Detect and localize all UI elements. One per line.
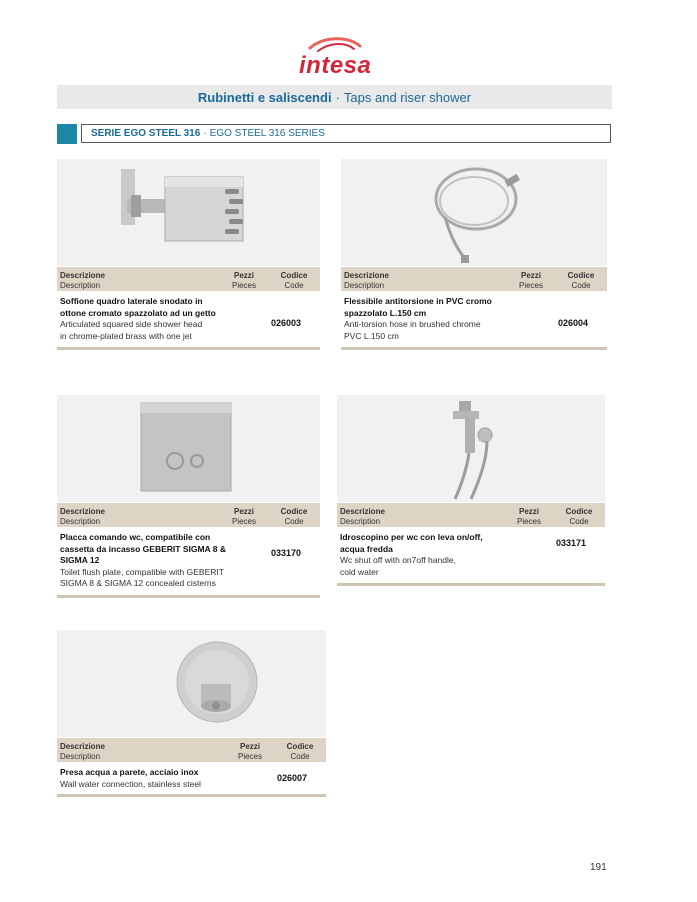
page-title-bar	[57, 85, 612, 109]
product-card	[57, 159, 320, 351]
product-card	[337, 395, 605, 587]
row-divider	[57, 595, 320, 598]
header-pieces-en: Pieces	[237, 752, 262, 761]
desc-it: Soffione quadro laterale snodato in	[60, 296, 203, 306]
desc-it: ottone cromato spazzolato ad un getto	[60, 307, 216, 318]
header-pieces-it: Pezzi	[520, 271, 541, 280]
desc-en: in chrome-plated brass with one jet	[60, 330, 192, 341]
header-code-it: Codice	[286, 742, 314, 751]
header-code-it: Codice	[280, 271, 308, 280]
bidet-shower-icon	[337, 395, 605, 502]
series-name-en: EGO STEEL 316 SERIES	[209, 128, 325, 139]
table-header	[57, 738, 326, 762]
table-header	[57, 267, 320, 291]
header-pieces-en: Pieces	[231, 517, 256, 526]
product-code: 033171	[555, 538, 587, 548]
header-pieces-en: Pieces	[231, 281, 256, 290]
header-code-en: Code	[284, 281, 304, 290]
product-image	[341, 159, 607, 266]
desc-it: Presa acqua a parete, acciaio inox	[60, 767, 199, 777]
product-card	[57, 395, 320, 600]
series-accent-square	[57, 124, 77, 144]
desc-it: spazzolato L.150 cm	[344, 307, 427, 318]
desc-en: PVC L.150 cm	[344, 330, 399, 341]
side-shower-head-icon	[57, 159, 320, 266]
desc-it: acqua fredda	[340, 543, 393, 554]
desc-it: SIGMA 12	[60, 555, 100, 565]
header-desc-it: Descrizione	[60, 507, 105, 516]
desc-en: Wc shut off with on7off handle,	[340, 555, 456, 565]
product-image	[337, 395, 605, 502]
header-pieces-it: Pezzi	[233, 507, 254, 516]
desc-it: Idroscopino per wc con leva on/off,	[340, 532, 483, 542]
desc-en: Toilet flush plate, compatible with GEBERIT	[60, 566, 224, 577]
row-divider	[337, 583, 605, 586]
product-image	[57, 630, 326, 737]
desc-en: Wall water connection, stainless steel	[60, 778, 201, 789]
desc-en: Anti-torsion hose in brushed chrome	[344, 319, 481, 329]
header-desc-en: Description	[340, 517, 381, 526]
header-desc-it: Descrizione	[340, 507, 385, 516]
header-desc-it: Descrizione	[344, 271, 389, 280]
flush-plate-icon	[57, 395, 320, 502]
desc-en: cold water	[340, 566, 379, 577]
header-desc-en: Description	[344, 281, 385, 290]
page-title-it: Rubinetti e saliscendi	[197, 89, 332, 105]
series-heading	[81, 124, 611, 143]
table-header	[57, 503, 320, 527]
header-desc-en: Description	[60, 752, 101, 761]
desc-it: Placca comando wc, compatibile con	[60, 532, 211, 542]
series-name-it: SERIE EGO STEEL 316	[91, 128, 201, 139]
header-desc-it: Descrizione	[60, 742, 105, 751]
header-code-it: Codice	[565, 507, 593, 516]
table-header	[341, 267, 607, 291]
product-code: 026007	[276, 773, 308, 783]
logo-text: intesa	[299, 52, 372, 79]
product-image	[57, 395, 320, 502]
row-divider	[341, 347, 607, 350]
logo-swoosh-icon	[296, 34, 376, 54]
product-card	[57, 630, 326, 800]
row-divider	[57, 794, 326, 797]
page-number: 191	[590, 862, 607, 873]
header-code-en: Code	[571, 281, 591, 290]
header-pieces-en: Pieces	[516, 517, 541, 526]
page-title-en: Taps and riser shower	[343, 89, 472, 105]
header-pieces-it: Pezzi	[239, 742, 260, 751]
header-desc-en: Description	[60, 281, 101, 290]
header-desc-en: Description	[60, 517, 101, 526]
page-title-separator: ·	[335, 89, 340, 105]
header-pieces-en: Pieces	[518, 281, 543, 290]
row-divider	[57, 347, 320, 350]
header-desc-it: Descrizione	[60, 271, 105, 280]
product-image	[57, 159, 320, 266]
product-code: 026003	[270, 318, 302, 328]
product-code: 033170	[270, 548, 302, 558]
header-code-en: Code	[290, 752, 310, 761]
desc-it: cassetta da incasso GEBERIT SIGMA 8 &	[60, 543, 226, 554]
header-code-en: Code	[284, 517, 304, 526]
table-header	[337, 503, 605, 527]
header-code-it: Codice	[567, 271, 595, 280]
brand-logo	[296, 34, 376, 80]
series-separator: ·	[203, 128, 207, 139]
desc-it: Flessibile antitorsione in PVC cromo	[344, 296, 492, 306]
header-pieces-it: Pezzi	[233, 271, 254, 280]
header-code-en: Code	[569, 517, 589, 526]
desc-en: SIGMA 8 & SIGMA 12 concealed cisterns	[60, 578, 216, 588]
wall-connection-icon	[57, 630, 326, 737]
shower-hose-icon	[341, 159, 607, 266]
product-code: 026004	[557, 318, 589, 328]
header-pieces-it: Pezzi	[518, 507, 539, 516]
desc-en: Articulated squared side shower head	[60, 319, 203, 329]
product-card	[341, 159, 607, 351]
header-code-it: Codice	[280, 507, 308, 516]
